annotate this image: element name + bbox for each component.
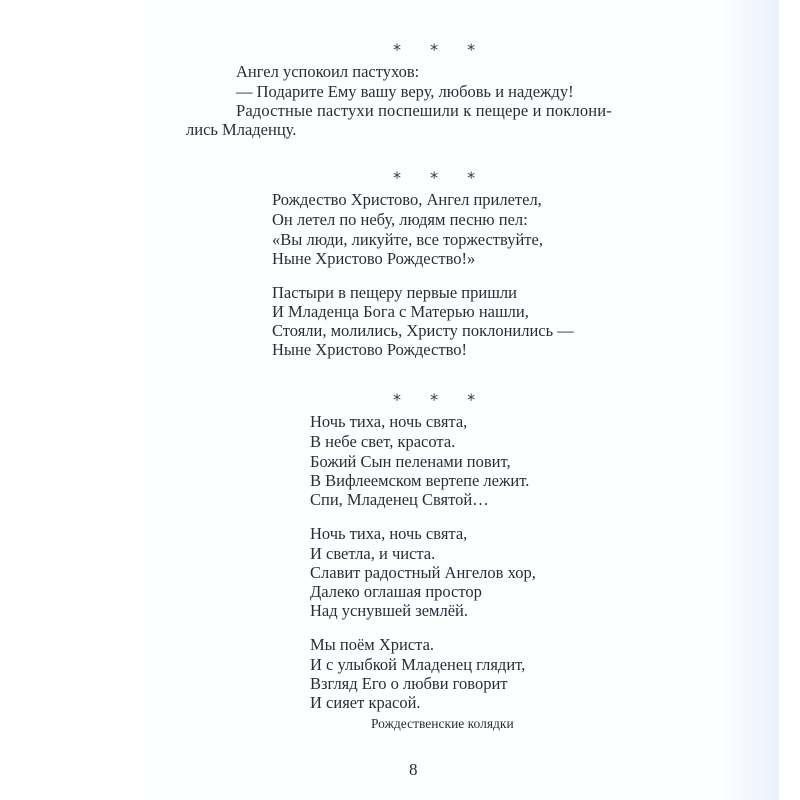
poem-line: Пастыри в пещеру первые пришли <box>272 283 517 302</box>
prose-line: — Подарите Ему вашу веру, любовь и надежду! <box>236 82 574 101</box>
poem-line: И сияет красой. <box>310 693 421 712</box>
poem-line: Мы поём Христа. <box>310 635 435 654</box>
poem-line: И с улыбкой Младенец глядит, <box>310 655 526 674</box>
poem-line: Славит радостный Ангелов хор, <box>310 563 536 582</box>
prose-line: Ангел успокоил пастухов: <box>236 62 420 81</box>
poem-line: Далеко оглашая простор <box>310 582 482 601</box>
poem-line: И светла, и чиста. <box>310 544 436 563</box>
poem-line: Над уснувшей землёй. <box>310 601 468 620</box>
poem-line: Ныне Христово Рождество! <box>272 340 467 359</box>
page-number: 8 <box>409 760 418 779</box>
poem-line: Божий Сын пеленами повит, <box>310 452 511 471</box>
poem-line: Стояли, молились, Христу поклонились — <box>272 321 574 340</box>
poem-line: В небе свет, красота. <box>310 432 456 451</box>
poem-line: Спи, Младенец Святой… <box>310 490 489 509</box>
prose-line: лись Младенцу. <box>186 120 297 139</box>
poem-line: Ночь тиха, ночь свята, <box>310 524 468 543</box>
poem-line: В Вифлеемском вертепе лежит. <box>310 471 530 490</box>
poem-line: Он летел по небу, людям песню пел: <box>272 210 528 229</box>
section-separator-1: * * * <box>393 40 488 59</box>
poem-line: «Вы люди, ликуйте, все торжествуйте, <box>272 230 543 249</box>
poem-line: Ночь тиха, ночь свята, <box>310 412 468 431</box>
section-separator-3: * * * <box>393 390 488 409</box>
section-separator-2: * * * <box>393 168 488 187</box>
poem-attribution: Рождественские колядки <box>371 716 514 731</box>
prose-line: Радостные пастухи поспешили к пещере и поклони- <box>236 101 612 120</box>
poem-line: Ныне Христово Рождество!» <box>272 249 476 268</box>
page-edge-shading <box>719 0 779 800</box>
poem-line: Взгляд Его о любви говорит <box>310 674 508 693</box>
poem-line: Рождество Христово, Ангел прилетел, <box>272 190 542 209</box>
poem-line: И Младенца Бога с Матерью нашли, <box>272 302 529 321</box>
